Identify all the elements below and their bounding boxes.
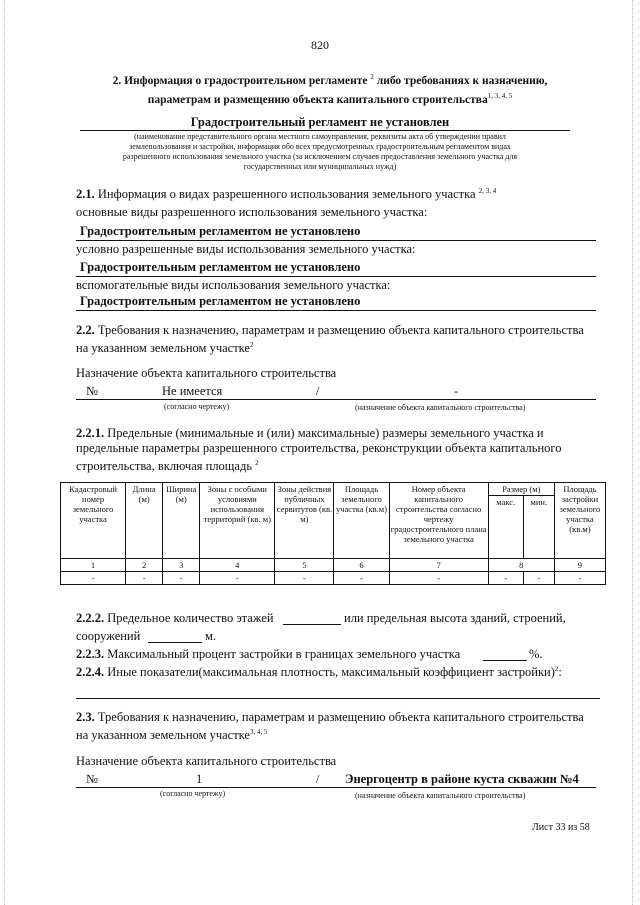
parameters-table — [60, 482, 606, 585]
header-size: Размер (м) — [488, 483, 554, 496]
header-max: макс. — [488, 496, 523, 559]
header-servitude: Зоны действия публичных сервитутов (кв. м) — [275, 483, 334, 559]
footnote-ref: 2 — [249, 341, 254, 349]
title-part: параметрам и размещению объекта капитального строительства — [147, 93, 488, 106]
scan-edge-right — [632, 0, 634, 905]
note-line: землепользования и застройки, информация обо всех предусмотренных градостроительным регламентом видах — [129, 142, 511, 151]
header-built-area: Площадь застройки земельного участка (кв.м) — [554, 483, 605, 559]
object-number-value: 1 — [196, 772, 203, 786]
section-2-title — [70, 70, 590, 108]
number-sign: № — [86, 772, 98, 786]
title-text: на указанном земельном участке — [76, 728, 250, 743]
conditional-uses-value: Градостроительным регламентом не установлено — [80, 260, 361, 274]
percent-blank — [483, 660, 527, 661]
header-min: мин. — [523, 496, 554, 559]
col-number: 1 — [61, 559, 126, 572]
caption-purpose: (назначение объекта капитального строительства) — [355, 403, 526, 412]
section-number: 2. — [112, 74, 122, 87]
footnote-ref: 2 — [255, 459, 259, 467]
table-cell: - — [126, 572, 163, 585]
table-cell: - — [61, 572, 126, 585]
section-2-2-1-text — [76, 426, 606, 474]
footnote-ref: 2, 3, 4 — [478, 187, 497, 195]
title-text: на указанном земельном участке — [76, 341, 250, 356]
conditional-uses-label: условно разрешенные виды использования земельного участка: — [76, 242, 416, 256]
object-purpose-label: Назначение объекта капитального строительства — [76, 754, 337, 768]
header-area: Площадь земельного участка (кв.м) — [334, 483, 389, 559]
main-uses-value: Градостроительным регламентом не установлено — [80, 224, 361, 238]
height-blank — [148, 642, 202, 643]
underline — [80, 130, 570, 131]
structures-text: сооружений — [76, 629, 141, 643]
section-2-2-title — [76, 323, 616, 356]
col-number: 8 — [488, 559, 554, 572]
regulation-note — [80, 132, 560, 172]
underline — [76, 310, 596, 311]
col-number: 4 — [200, 559, 275, 572]
regulation-value: Градостроительный регламент не установлен — [190, 115, 450, 129]
col-number: 5 — [275, 559, 334, 572]
col-number: 7 — [389, 559, 488, 572]
section-number: 2.1. — [76, 187, 95, 202]
caption-drawing: (согласно чертежу) — [160, 789, 226, 798]
other-indicators-blank — [76, 698, 600, 699]
section-number: 2.2.1. — [76, 426, 105, 440]
auxiliary-uses-label: вспомогательные виды использования земельного участка: — [76, 278, 391, 292]
note-line: (наименование представительного органа местного самоуправления, реквизиты акта об утверждении правил — [134, 132, 506, 141]
underline — [76, 399, 596, 400]
object-purpose-label: Назначение объекта капитального строительства — [76, 366, 337, 380]
floors-blank — [283, 624, 341, 625]
text-line: строительства, включая площадь — [76, 459, 253, 474]
text-part: Иные показатели(максимальная плотность, максимальный коэффициент застройки) — [107, 665, 555, 680]
table-header-row — [61, 483, 606, 496]
text-line: Предельные (минимальные и (или) максимальные) размеры земельного участка и — [107, 426, 544, 440]
table-cell: - — [554, 572, 605, 585]
auxiliary-uses-value: Градостроительным регламентом не установлено — [80, 294, 361, 308]
table-row — [61, 559, 606, 572]
text-part: Предельное количество этажей — [107, 611, 274, 625]
footnote-ref: 2 — [370, 73, 374, 81]
percent-unit: %. — [529, 647, 543, 661]
slash: / — [316, 384, 320, 398]
col-number: 6 — [334, 559, 389, 572]
table-cell: - — [275, 572, 334, 585]
table-row — [61, 572, 606, 585]
header-cadastral: Кадастровый номер земельного участка — [61, 483, 126, 559]
footnote-ref: 1, 3, 4, 5 — [487, 91, 513, 100]
title-text: Информация о видах разрешенного использования земельного участка — [97, 187, 476, 202]
main-uses-label: основные виды разрешенного использования земельного участка: — [76, 205, 428, 219]
table-cell: - — [523, 572, 554, 585]
sheet-counter: Лист 33 из 58 — [532, 822, 590, 833]
page-number: 820 — [311, 38, 329, 52]
title-part: Информация о градостроительном регламенте — [124, 74, 368, 87]
height-text: или предельная высота зданий, строений, — [344, 611, 566, 625]
note-line: государственных или муниципальных нужд) — [243, 162, 397, 171]
section-number: 2.2. — [76, 323, 95, 337]
title-text: Требования к назначению, параметрам и размещению объекта капитального строительства — [97, 710, 584, 724]
header-length: Длина (м) — [126, 483, 163, 559]
object-purpose-value: Энергоцентр в районе куста скважин №4 — [345, 772, 579, 786]
col-number: 9 — [554, 559, 605, 572]
object-number-value: Не имеется — [162, 384, 223, 398]
col-number: 3 — [163, 559, 200, 572]
caption-drawing: (согласно чертежу) — [164, 402, 230, 411]
header-object-number: Номер объекта капитального строительства согласно чертежу градостроительного плана земельного участка — [389, 483, 488, 559]
note-line: разрешенного использования земельного участка (за исключением случаев предоставления земельного участка для — [122, 152, 518, 161]
table-cell: - — [200, 572, 275, 585]
section-number: 2.2.3. — [76, 647, 105, 661]
col-number: 2 — [126, 559, 163, 572]
footnote-ref: 2 — [554, 665, 559, 673]
section-2-2-4-text — [76, 665, 606, 680]
caption-purpose: (назначение объекта капитального строительства) — [355, 791, 526, 800]
section-2-2-2-text — [76, 611, 274, 626]
section-2-3-title — [76, 710, 616, 743]
section-number: 2.3. — [76, 710, 95, 724]
title-text: Требования к назначению, параметрам и размещению объекта капитального строительства — [97, 323, 584, 337]
section-2-2-3-text — [76, 647, 460, 662]
header-zones: Зоны с особыми условиями использования территорий (кв. м) — [200, 483, 275, 559]
height-unit: м. — [205, 629, 217, 643]
table-cell: - — [163, 572, 200, 585]
slash: / — [316, 772, 320, 786]
title-part: либо требованиях к назначению, — [376, 74, 548, 87]
table-cell: - — [389, 572, 488, 585]
section-2-1-title — [76, 187, 606, 202]
underline — [76, 787, 596, 788]
header-width: Ширина (м) — [163, 483, 200, 559]
scan-edge-left — [4, 0, 6, 905]
footnote-ref: 3, 4, 5 — [249, 728, 268, 736]
section-number: 2.2.2. — [76, 611, 105, 625]
underline — [76, 240, 596, 241]
section-number: 2.2.4. — [76, 665, 105, 680]
object-purpose-value: - — [454, 384, 459, 398]
underline — [76, 276, 596, 277]
text-part: : — [558, 665, 562, 680]
text-part: Максимальный процент застройки в границах земельного участка — [107, 647, 461, 661]
table-cell: - — [334, 572, 389, 585]
text-line: предельные параметры разрешенного строительства, реконструкции объекта капитального — [76, 441, 562, 455]
table-cell: - — [488, 572, 523, 585]
number-sign: № — [86, 384, 98, 398]
